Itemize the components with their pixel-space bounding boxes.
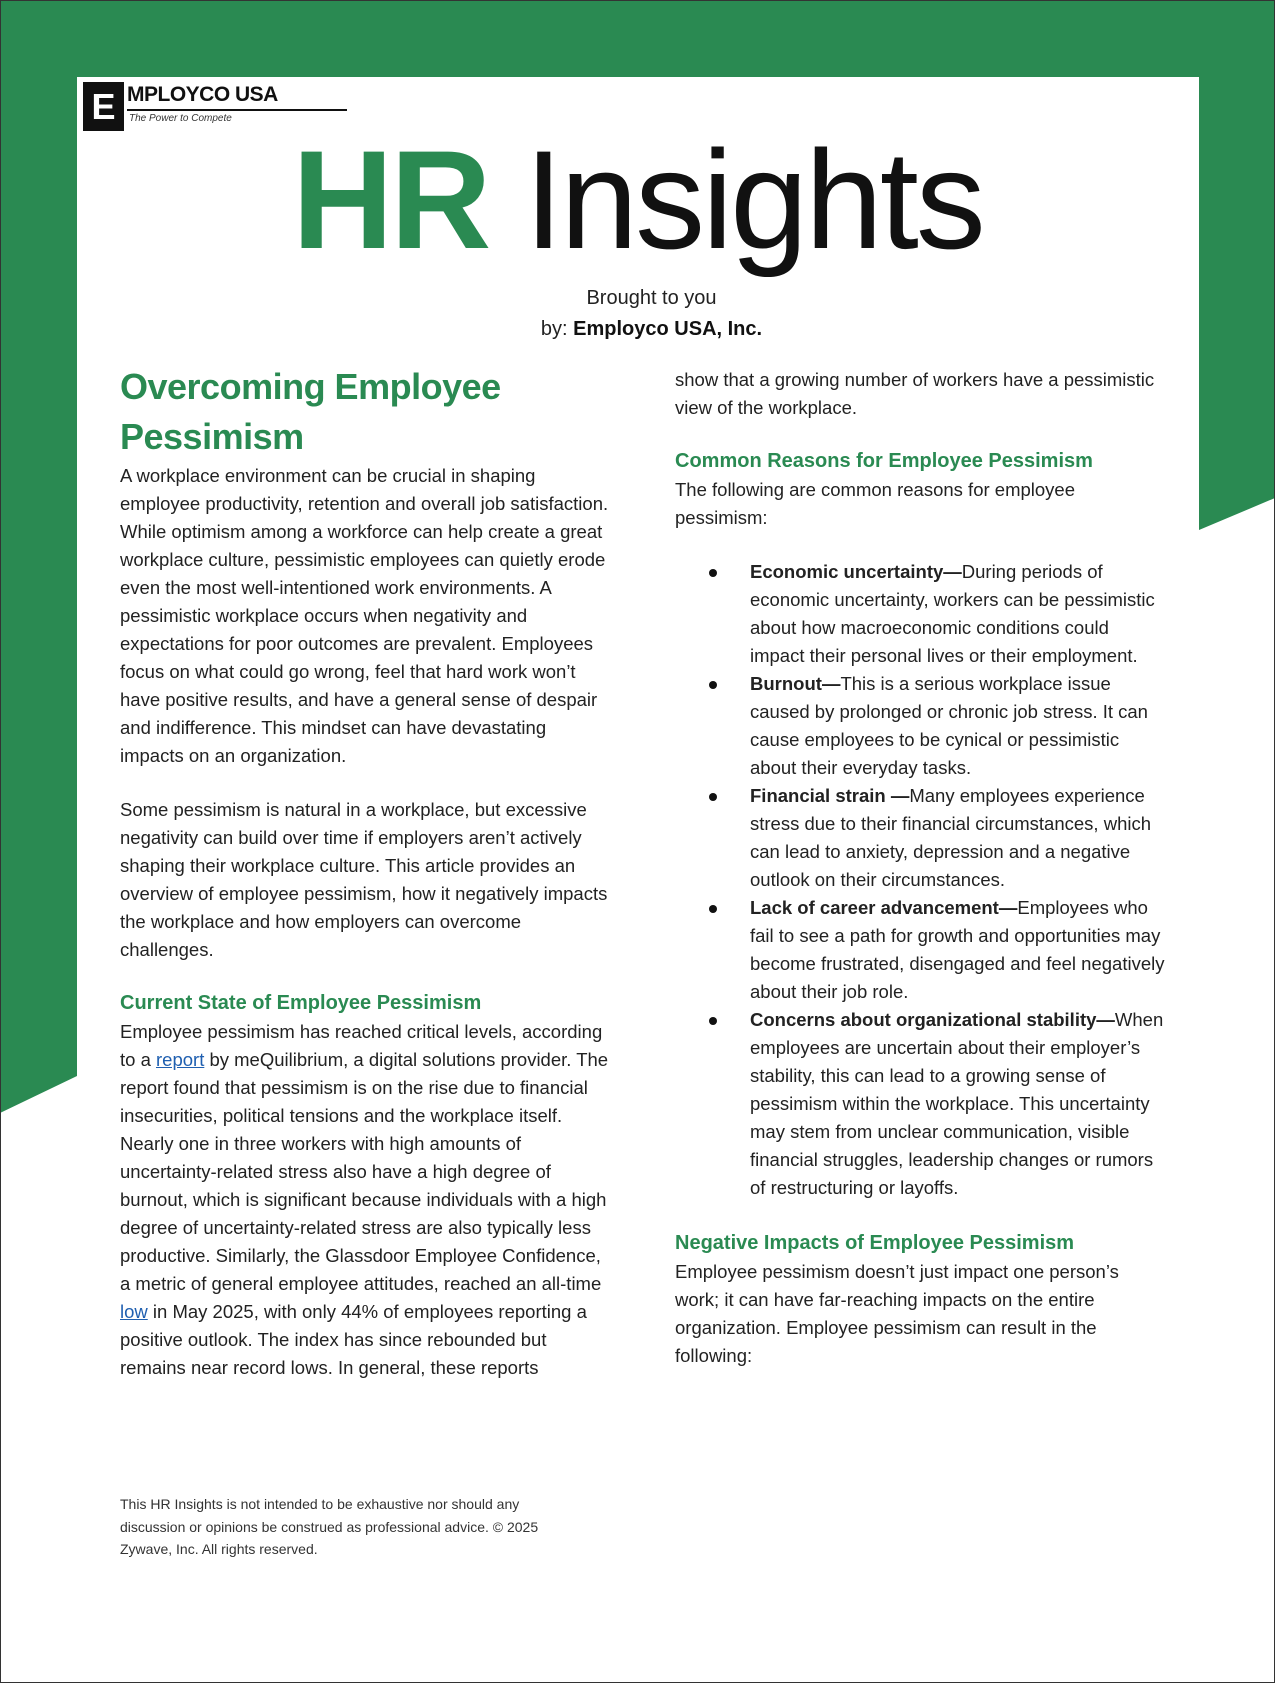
reason-text: This is a serious workplace issue caused by prolonged or chronic job stress. It can cause employees to be cynical or pessimistic about their everyday tasks. (750, 673, 1148, 778)
article-title-line2: Pessimism (120, 416, 304, 457)
intro-paragraph-2: Some pessimism is natural in a workplace, but excessive negativity can build over time if employers aren’t actively shaping their workplace culture. This article provides an overview of employee pessimism, how it negatively impacts the workplace and how employers can overcome challenges. (120, 799, 608, 960)
accent-stripe-1 (1224, 370, 1275, 384)
byline-line1: Brought to you (586, 287, 717, 309)
footer-disclaimer: This HR Insights is not intended to be exhaustive nor should any discussion or opinions be construed as professional advice. © 2025 Zywave, Inc. All rights reserved. (120, 1496, 539, 1557)
byline-company: Employco USA, Inc. (573, 318, 763, 340)
reason-separator: — (885, 785, 910, 806)
byline-line2 (0, 314, 1275, 345)
current-state-paragraph (120, 1018, 610, 1382)
list-item (750, 1006, 1165, 1202)
reason-term: Concerns about organizational stability (750, 1009, 1097, 1030)
current-state-text-3: in May 2025, with only 44% of employees reporting a positive outlook. The index has since rebounded but remains near record lows. In general, these reports (120, 1301, 587, 1378)
negative-impacts-paragraph: Employee pessimism doesn’t just impact one person’s work; it can have far-reaching impacts on the entire organization. Employee pessimism can result in the following: (675, 1261, 1119, 1366)
reason-term: Economic uncertainty (750, 561, 944, 582)
reason-separator: — (821, 673, 841, 694)
accent-stripe-2 (1224, 404, 1275, 418)
logo-tagline: The Power to Compete (129, 113, 232, 124)
intro-paragraph-1: A workplace environment can be crucial in shaping employee productivity, retention and overall job satisfaction. While optimism among a workforce can help create a great workplace culture, pessimistic employees can quietly erode even the most well-intentioned work environments. A pessimistic workplace occurs when negativity and expectations for poor outcomes are prevalent. Employees focus on what could go wrong, feel that hard work won’t have positive results, and have a general sense of despair and indifference. This mindset can have devastating impacts on an organization. (120, 465, 609, 766)
reason-text: When employees are uncertain about their employer’s stability, this can lead to a growing sense of pessimism within the workplace. This uncertainty may stem from unclear communication, visible financial struggles, leadership changes or rumors of restructuring or layoffs. (750, 1009, 1164, 1198)
list-item (750, 558, 1165, 670)
reason-term: Burnout (750, 673, 822, 694)
negative-impacts-heading: Negative Impacts of Employee Pessimism (675, 1232, 1075, 1254)
reason-text: During periods of economic uncertainty, workers can be pessimistic about how macroeconomic conditions could impact their personal lives or their employment. (750, 561, 1155, 666)
accent-stripe-3 (1224, 438, 1275, 452)
right-column (675, 366, 1165, 1370)
reason-separator: — (998, 897, 1018, 918)
list-item (750, 894, 1165, 1006)
current-state-text-2: by meQuilibrium, a digital solutions provider. The report found that pessimism is on the rise due to financial insecurities, political tensions and the workplace itself. Nearly one in three workers with high amounts of uncertainty-related stress also have a high degree of burnout, which is significant because individuals with a high degree of uncertainty-related stress are also typically less productive. Similarly, the Glassdoor Employee Confidence, a metric of general employee attitudes, reached an all-time (120, 1049, 609, 1294)
common-reasons-intro: The following are common reasons for employee pessimism: (675, 479, 1075, 528)
current-state-continued: show that a growing number of workers have a pessimistic view of the workplace. (675, 369, 1155, 418)
bullet-icon (709, 569, 717, 577)
reason-text: Employees who fail to see a path for growth and opportunities may become frustrated, disengaged and feel negatively about their job role. (750, 897, 1165, 1002)
bullet-icon (709, 681, 717, 689)
bullet-icon (709, 1017, 717, 1025)
reason-separator: — (1096, 1009, 1115, 1030)
list-item (750, 782, 1165, 894)
current-state-text-1: Employee pessimism has reached critical levels, according to a (120, 1021, 603, 1070)
reason-separator: — (943, 561, 962, 582)
masthead-title (0, 120, 1275, 280)
masthead-hr: HR (292, 121, 489, 278)
article-title (120, 362, 610, 462)
low-link[interactable]: low (120, 1301, 148, 1322)
logo-name: MPLOYCO USA (127, 83, 278, 106)
byline-prefix: by: (540, 318, 574, 340)
report-link[interactable]: report (156, 1049, 205, 1070)
common-reasons-heading: Common Reasons for Employee Pessimism (675, 450, 1093, 472)
current-state-heading: Current State of Employee Pessimism (120, 992, 482, 1014)
reason-term: Financial strain (750, 785, 886, 806)
article-title-line1: Overcoming Employee (120, 366, 501, 407)
reason-text: Many employees experience stress due to their financial circumstances, which can lead to anxiety, depression and a negative outlook on their circumstances. (750, 785, 1152, 890)
masthead-insights: Insights (524, 121, 983, 278)
list-item (750, 670, 1165, 782)
logo-letter-box: E (83, 82, 124, 131)
left-column (120, 362, 610, 1382)
logo-underline (127, 109, 347, 111)
bullet-icon (709, 905, 717, 913)
reasons-list (750, 558, 1165, 1202)
bullet-icon (709, 793, 717, 801)
reason-term: Lack of career advancement (750, 897, 999, 918)
